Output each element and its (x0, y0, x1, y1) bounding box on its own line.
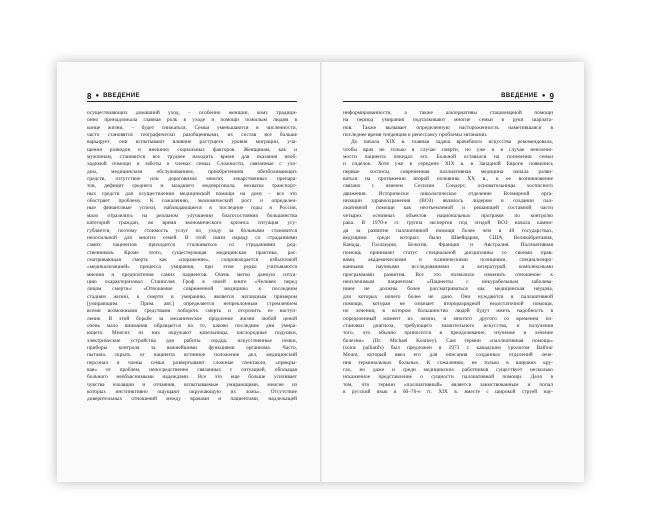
text-line: для которых ничего более не дано. Они нуждаются в паллиативной (343, 293, 553, 300)
text-line: лицом смерти»: «Отношение современной медицины к последним (87, 286, 297, 293)
text-line: обостряет проблему. К сожалению, экономический рост и определен- (87, 198, 297, 205)
text-line: [умирающим. – Прим. авт.] определяется непреклонным стремлением (87, 300, 297, 307)
left-header-rule (87, 101, 297, 102)
text-line: пытаясь скрыть от пациента истинное положение дел, медицинский (87, 352, 297, 359)
left-page-number: 8 (87, 91, 92, 101)
text-line: ваться на протяжении второй половины XX в., и ее возникновение (343, 176, 553, 183)
text-line: самих пациентов приходится сталкиваться со страданиями род- (87, 242, 297, 249)
left-body-text (87, 110, 297, 404)
text-line: стадиям жизни, к смерти и умиранию, является наглядным примером (87, 293, 297, 300)
text-line: вая» от проблем, непосредственно связанных с ситуацией, обольщая (87, 367, 297, 374)
text-line: на период умирания подталкивают многие семьи в руки шарлата- (343, 117, 553, 124)
text-line: конце жизни, – будет снижаться. Семьи уменьшаются в численности, (87, 124, 297, 131)
text-line: всеми возможными средствами побороть смерть и отсрочить ее наступ- (87, 308, 297, 315)
text-line: программами развития. Все это позволило изменить отношение к (343, 271, 553, 278)
text-line: рака. В 1970-е гг. группа экспертов под эгидой ВОЗ начала камни- (343, 220, 553, 227)
text-line: болезни» (Dr. Michael Kearney). Сам термин «паллиативная помощь» (343, 337, 553, 344)
text-line: ные финансовые успехи, наблюдающиеся в последние годы в России, (87, 205, 297, 212)
text-line: очень мало внимания обращается на то, каково последние дни умира- (87, 322, 297, 329)
text-line: неизлечимым пациентам: «Пациенты с инкурабельным заболева- (343, 278, 553, 285)
text-line: чувства изоляции и отчаяния, испытываемые умирающими, многие из (87, 381, 297, 388)
text-line: но лечения, в котором большинство людей будут иметь надобность в (343, 308, 553, 315)
text-line: дя за развитие паллиативной помощи более чем в 40 государствах, (343, 227, 553, 234)
text-line: связано с именем Сесилии Сондерс, основательницы хосписного (343, 183, 553, 190)
right-page (321, 62, 584, 482)
text-line: том, что термин «паллиативный» является заимствованным и попал (343, 381, 553, 388)
text-line: последнее время тенденция к ренессансу проблемы эвтаназии. (343, 132, 488, 139)
text-line: четырех основных объектов национальных программ по контролю (343, 212, 553, 219)
text-line: ление. В этой борьбе за механическое продление жизни любой ценой (87, 315, 297, 322)
text-line: того, что обычно приносится в преодолевание, изучение и лечение (343, 330, 553, 337)
text-line: информированности, а также альтернативы стационарной помощи (343, 110, 553, 116)
text-line: которых инстинктивно ощущают окружающую их ложь». Отсутствие (87, 389, 297, 396)
text-line: (soins palliatifs) был предложен в 1973 г. канадским урологом Balfour (343, 345, 553, 351)
text-line: доверительных отношений между врачами и пациентами, надлежащей (87, 396, 297, 403)
text-line: ния терминальных больных. К сожалению, не только в широких кру- (343, 359, 553, 366)
text-line: нов. Также вызывает определенную настороженность наметившаяся в (343, 124, 553, 131)
text-line: больного необъяснимыми надеждами. Все это еще больше усиливает (87, 374, 297, 381)
text-line: мости пациента покидал его. Больной оставался на попечении семьи (343, 154, 553, 161)
text-line: в русский язык в 60–70-е гг. XIX в. вместе с широкой струей нау- (343, 389, 553, 396)
text-line: низации здравоохранения (ВОЗ) являлось лидером в создании пал- (343, 198, 553, 205)
text-line: электрические устройства для работы сердца, искусственные почки, (87, 337, 297, 344)
text-line: ходимой помощи и заботы о членах семьи. Сложности, связанные с ухо- (87, 161, 297, 168)
text-line: гах, но даже и среди медицинских работников существует несколько (343, 367, 553, 374)
text-line: варьирует, они испытывают влияние растущего уровня миграции, уча- (87, 139, 297, 146)
text-line: помощи, которая не означает второразрядной недостаточной помощи, (343, 300, 553, 307)
text-line: лиативной помощи как неотъемлемой и решающей составной части (343, 205, 553, 212)
text-line: щения разводов и внешних социальных факторов. Женщинам, как и (87, 146, 297, 153)
text-line: помощь принимает статус специальной дисциплины со своими прав- (343, 249, 553, 256)
left-section-title: ВВЕДЕНИЕ (103, 93, 140, 99)
book-spread (57, 62, 584, 482)
text-line: категорий граждан, во время экономического кризиса ситуация усу- (87, 220, 297, 227)
bullet-icon: ● (541, 93, 546, 99)
right-header-rule (343, 101, 553, 102)
left-page (57, 62, 321, 482)
text-line: первые хосписы, современная паллиативная медицина начала разви- (343, 168, 553, 175)
left-running-header (87, 91, 140, 101)
right-body-text (343, 110, 553, 396)
text-line: чтобы врач не только в случае смерти, но уже и в случае неизлечи- (343, 146, 553, 153)
text-line: ственников. Кроме этого, существующая медицинская практика, рас- (87, 249, 297, 256)
text-line: становки диагноза, требующего значительного искусства, и получения (343, 322, 553, 329)
text-line: тов, дефицит среднего и младшего медперсонала, нехватка транспорт- (87, 183, 297, 190)
text-line: мужчинам, становится все труднее находить время для оказания необ- (87, 154, 297, 161)
text-line: мало отразились на реальном улучшении благосостояния большинства (87, 212, 297, 219)
text-line: вами, академическими и клиническими позициями, специализиро- (343, 256, 553, 263)
text-line: движения. Исторически онкологическое отделение Всемирной орга- (343, 190, 553, 197)
text-line: определенный момент их жизни, и многого другого со временем по- (343, 315, 553, 322)
right-page-number: 9 (549, 91, 554, 101)
text-line: «медикализацией» процесса умирания, при этом редко учитываются (87, 264, 297, 271)
text-line: губляется, поэтому стоимость услуг по уходу за больными становится (87, 227, 297, 234)
text-line: Mount, который ввел его для описания созданных отделений лече- (343, 352, 553, 359)
text-line: нием не должны более рассматриваться как медицинская неудача, (343, 286, 553, 293)
text-line: дом, медицинским обслуживанием, приобретением обезболивающих (87, 168, 297, 175)
text-line: средств, отсутствие или дороговизна многих лекарственных препара- (87, 176, 297, 183)
text-line: ных средств для осуществления медицинской помощи на дому – все это (87, 190, 297, 197)
right-section-title: ВВЕДЕНИЕ (501, 93, 538, 99)
text-line: и сиделок. Хотя уже в середине XIX в. в Западной Европе появились (343, 161, 553, 168)
text-line: искаженное представление о сущности паллиативной помощи. Дело в (343, 374, 553, 381)
text-line: До начала XIX в. главная задача врачебного искусства рекомендовала, (351, 139, 553, 146)
text-line: сматривающая смерть как «поражение», сопровождается избыточной (87, 256, 297, 263)
bullet-icon: ● (95, 93, 100, 99)
text-line: ющего. Многих из них окружают капельницы, кислородные подушки, (87, 330, 297, 337)
text-line: Канада, Голландия, Бельгия, Франция и Австралия. Паллиативная (343, 242, 553, 249)
text-line: мнения и предпочтения самих пациентов. Очень метко данную ситуа- (87, 271, 297, 278)
text-line: цию охарактеризовал Станислав Гроф в своей книге «Человек перед (87, 278, 297, 285)
text-line: часто становятся географически разобщенными, их состав все больше (87, 132, 297, 139)
text-line: персонал и члены семьи развертывают сложные спектакли, «прикры- (87, 359, 297, 366)
right-running-header (501, 91, 554, 101)
text-line: онно принадлежала главная роль в уходе и помощи пожилым людям в (87, 117, 297, 124)
text-line: ванными научными исследованиями и литературой, комплексными (343, 264, 553, 271)
text-line: непосильной для многих семей. В этой связи наряду со страданиями (87, 234, 297, 241)
text-line: ведущими среди которых были Швейцария, США, Великобритания, (343, 234, 553, 241)
text-line: осуществляющих домашний уход, – особенно женщин, кому традици- (87, 110, 297, 116)
text-line: приборы контроля за важнейшими функциями организма. Часто, (87, 345, 297, 351)
